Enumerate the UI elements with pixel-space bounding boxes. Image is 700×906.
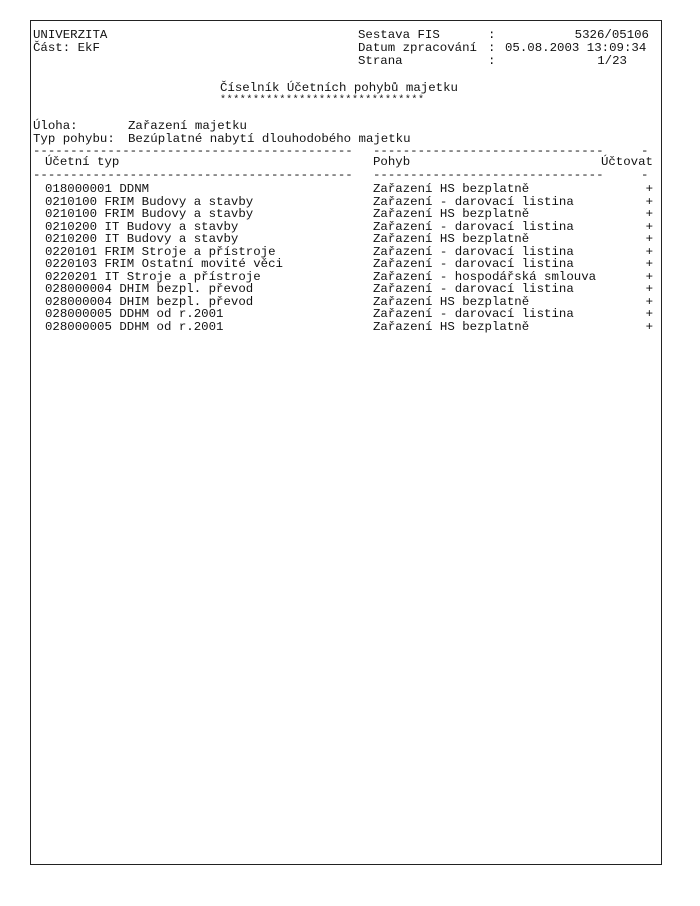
row-pohyb: Zařazení - darovací listina (373, 244, 574, 259)
row-pohyb: Zařazení - darovací listina (373, 307, 574, 321)
row-uctovat: + (645, 244, 653, 259)
row-ucetni-typ: 028000004 DHIM bezpl. převod (45, 282, 254, 296)
datum-label: Datum zpracování (358, 41, 477, 55)
sestava-label: Sestava FIS (358, 28, 440, 42)
row-uctovat: + (645, 282, 653, 296)
row-uctovat: + (645, 257, 653, 271)
organization-part: Část: EkF (33, 41, 100, 55)
row-ucetni-typ: 018000001 DDNM (45, 182, 150, 196)
row-uctovat: + (645, 232, 653, 246)
datum-colon: : (488, 41, 496, 55)
report-title: Číselník Účetních pohybů majetku (220, 81, 458, 95)
row-ucetni-typ: 0210100 FRIM Budovy a stavby (45, 207, 254, 221)
row-ucetni-typ: 0210200 IT Budovy a stavby (45, 232, 239, 246)
organization-name: UNIVERZITA (33, 28, 108, 42)
row-ucetni-typ: 0220201 IT Stroje a přístroje (45, 269, 261, 284)
row-uctovat: + (645, 307, 653, 321)
typ-pohybu-value: Bezúplatné nabytí dlouhodobého majetku (128, 132, 411, 146)
table-rule-left-top: ------------------------------------------- (33, 145, 353, 158)
row-pohyb: Zařazení - darovací listina (373, 282, 574, 296)
row-pohyb: Zařazení - darovací listina (373, 194, 574, 209)
row-ucetni-typ: 0220101 FRIM Stroje a přístroje (45, 244, 276, 259)
row-uctovat: + (645, 269, 653, 284)
datum-value: 05.08.2003 13:09:34 (505, 41, 647, 55)
table-rule-left-bottom: ------------------------------------------- (33, 169, 353, 182)
row-ucetni-typ: 0210200 IT Budovy a stavby (45, 219, 239, 234)
row-pohyb: Zařazení - darovací listina (373, 257, 574, 271)
row-pohyb: Zařazení HS bezplatně (373, 294, 530, 309)
row-pohyb: Zařazení HS bezplatně (373, 319, 530, 334)
row-uctovat: + (645, 294, 653, 309)
row-uctovat: + (645, 194, 653, 209)
table-rule-right-top: - (641, 144, 649, 158)
row-ucetni-typ: 028000005 DDHM od r.2001 (45, 319, 224, 334)
column-header-ucetni-typ: Účetní typ (45, 155, 120, 169)
table-rule-right-bottom: - (641, 168, 649, 182)
row-pohyb: Zařazení HS bezplatně (373, 182, 530, 196)
row-pohyb: Zařazení - darovací listina (373, 219, 574, 234)
row-ucetni-typ: 0210100 FRIM Budovy a stavby (45, 194, 254, 209)
uloha-value: Zařazení majetku (128, 119, 247, 133)
row-pohyb: Zařazení HS bezplatně (373, 207, 530, 221)
sestava-colon: : (488, 28, 496, 42)
uloha-label: Úloha: (33, 119, 78, 133)
column-header-uctovat: Účtovat (600, 155, 653, 169)
report-page-frame (30, 20, 662, 865)
sestava-value: 5326/05106 (574, 28, 649, 42)
table-rule-mid-bottom: ------------------------------- (373, 169, 604, 182)
table-rule-mid-top: ------------------------------- (373, 145, 604, 158)
page-number: 1/23 (597, 54, 627, 68)
row-ucetni-typ: 028000004 DHIM bezpl. převod (45, 294, 254, 309)
row-pohyb: Zařazení - hospodářská smlouva (373, 269, 597, 284)
row-uctovat: + (645, 319, 653, 334)
row-uctovat: + (645, 219, 653, 234)
report-title-underline: ******************************* (220, 95, 425, 106)
table-row (45, 321, 653, 334)
row-uctovat: + (645, 182, 653, 196)
row-pohyb: Zařazení HS bezplatně (373, 232, 530, 246)
typ-pohybu-label: Typ pohybu: (33, 132, 115, 146)
column-header-pohyb: Pohyb (373, 155, 411, 169)
strana-label: Strana (358, 54, 403, 68)
row-ucetni-typ: 028000005 DDHM od r.2001 (45, 307, 224, 321)
row-uctovat: + (645, 207, 653, 221)
strana-colon: : (488, 54, 496, 68)
row-ucetni-typ: 0220103 FRIM Ostatní movité věci (45, 257, 283, 271)
